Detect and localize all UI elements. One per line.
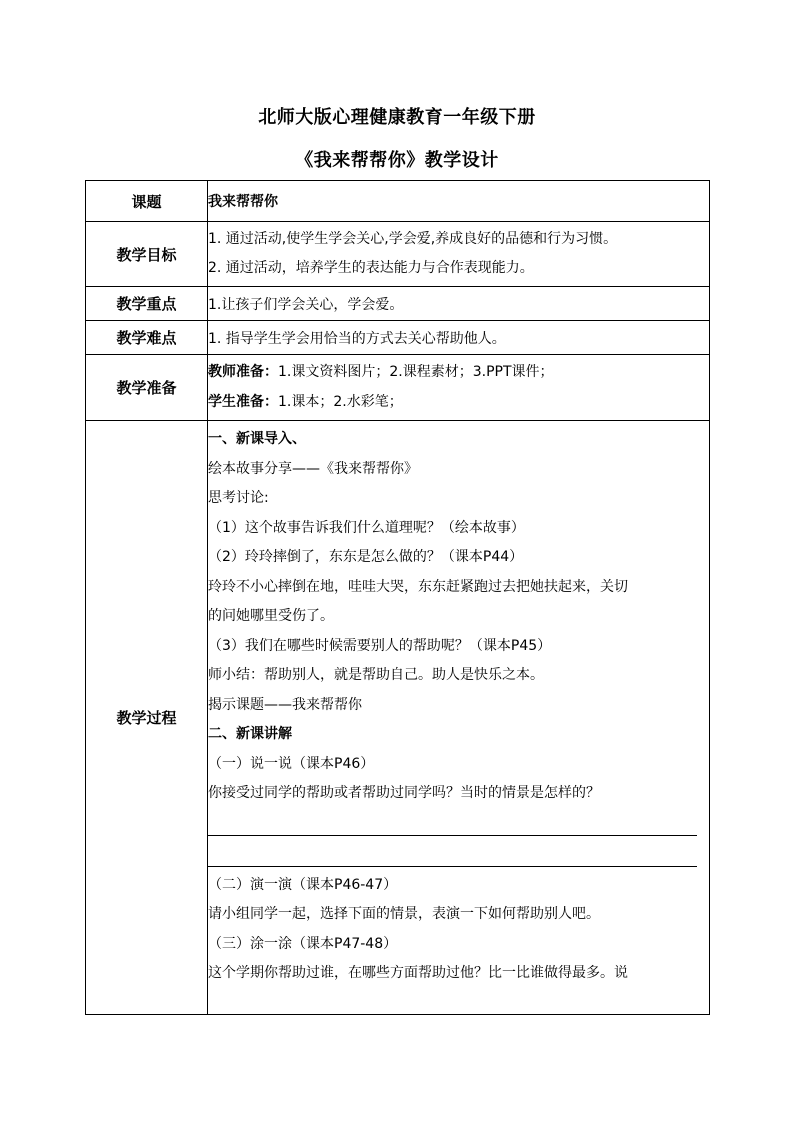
lesson-title: 《我来帮帮你》教学设计: [295, 150, 499, 171]
key-points-row: [86, 287, 710, 321]
process-line: 绘本故事分享——《我来帮帮你》: [208, 460, 418, 477]
objective-item: 2. 通过活动，培养学生的表达能力与合作表现能力。: [208, 260, 534, 276]
process-line: （3）我们在哪些时候需要别人的帮助呢？（课本P45）: [208, 637, 552, 654]
topic-row: [86, 181, 710, 222]
teacher-preparation: [208, 358, 709, 388]
teacher-preparation-value: 1.课文资料图片；2.课程素材；3.PPT课件；: [278, 364, 554, 380]
student-preparation: [208, 388, 709, 418]
objective-item: 1. 通过活动,使学生学会关心,学会爱,养成良好的品德和行为习惯。: [208, 230, 618, 247]
process-label: 教学过程: [86, 421, 208, 1015]
process-line: （三）涂一涂（课本P47-48）: [208, 935, 398, 952]
objectives-content: [208, 222, 710, 287]
process-line: 玲玲不小心摔倒在地，哇哇大哭，东东赶紧跑过去把她扶起来，关切: [208, 578, 628, 595]
process-line: （2）玲玲摔倒了，东东是怎么做的？（课本P44）: [208, 549, 524, 565]
lesson-plan-table: [85, 180, 710, 1015]
process-line: 你接受过同学的帮助或者帮助过同学吗？当时的情景是怎样的？: [208, 785, 600, 801]
difficulties-value: 1. 指导学生学会用恰当的方式去关心帮助他人。: [208, 321, 710, 355]
preparation-label: 教学准备: [86, 355, 208, 421]
topic-value: 我来帮帮你: [208, 181, 710, 222]
process-line: 的问她哪里受伤了。: [208, 608, 334, 624]
process-line: 揭示课题——我来帮帮你: [208, 696, 362, 713]
section-heading: 一、新课导入、: [208, 431, 306, 447]
process-line: （二）演一演（课本P46-47）: [208, 876, 398, 893]
section-heading: 二、新课讲解: [208, 726, 292, 742]
process-line: 师小结：帮助别人，就是帮助自己。助人是快乐之本。: [208, 667, 544, 683]
answer-blank-line: [208, 840, 709, 871]
process-line: 思考讨论:: [208, 490, 269, 506]
preparation-row: [86, 355, 710, 421]
student-preparation-value: 1.课本；2.水彩笔；: [278, 393, 403, 410]
teacher-preparation-label: 教师准备：: [208, 364, 278, 380]
difficulties-row: [86, 321, 710, 355]
objectives-row: [86, 222, 710, 287]
answer-blank-line: [208, 809, 709, 840]
process-line: （一）说一说（课本P46）: [208, 755, 375, 772]
document-title: 北师大版心理健康教育一年级下册: [258, 107, 536, 128]
process-content: [208, 421, 710, 1015]
key-points-value: 1.让孩子们学会关心，学会爱。: [208, 287, 710, 321]
process-line: 请小组同学一起，选择下面的情景，表演一下如何帮助别人吧。: [208, 906, 600, 922]
preparation-content: [208, 355, 710, 421]
objectives-label: 教学目标: [86, 222, 208, 287]
process-row: [86, 421, 710, 1015]
process-line: （1）这个故事告诉我们什么道理呢？（绘本故事）: [208, 519, 525, 536]
student-preparation-label: 学生准备：: [208, 393, 278, 410]
key-points-label: 教学重点: [86, 287, 208, 321]
topic-label: 课题: [86, 181, 208, 222]
difficulties-label: 教学难点: [86, 321, 208, 355]
process-line: 这个学期你帮助过谁，在哪些方面帮助过他？比一比谁做得最多。说: [208, 965, 628, 981]
